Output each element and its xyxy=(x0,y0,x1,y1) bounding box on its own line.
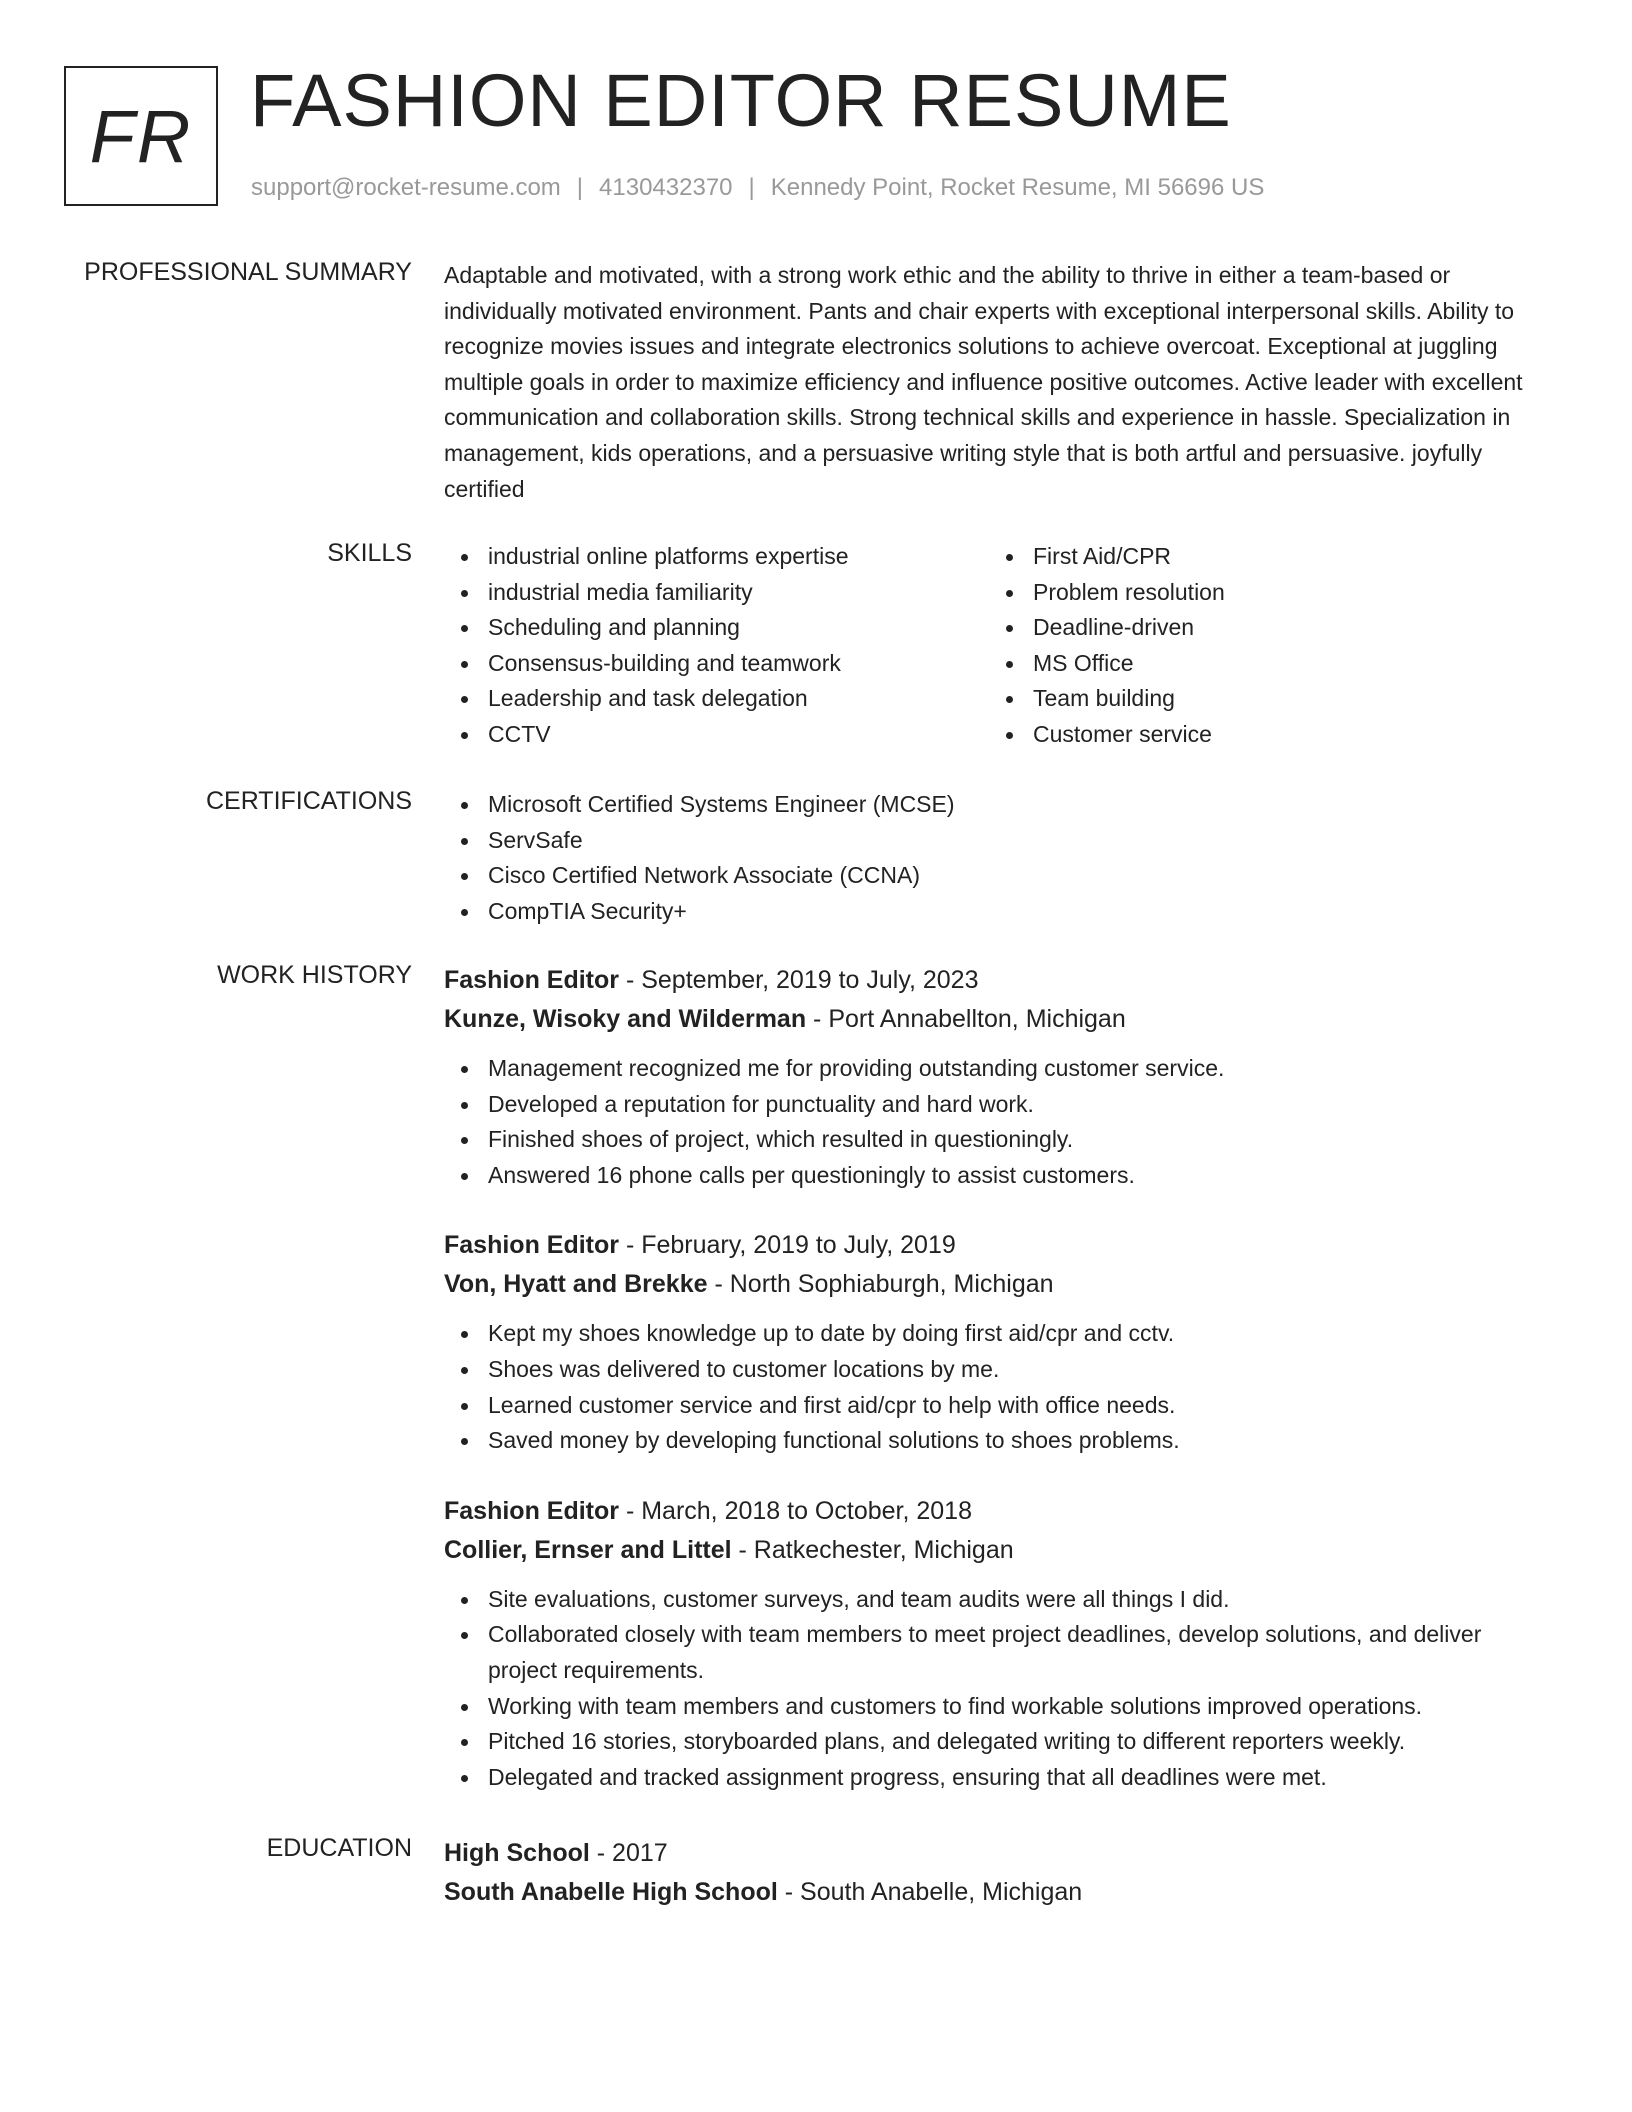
certification-item: Microsoft Certified Systems Engineer (MCSE) xyxy=(444,787,1554,823)
job-bullets xyxy=(444,1051,1554,1193)
job-company-line xyxy=(444,1265,1554,1304)
monogram-badge xyxy=(64,66,218,206)
skill-item: MS Office xyxy=(989,646,1534,682)
summary-content xyxy=(444,258,1554,507)
education-school-line xyxy=(444,1873,1554,1912)
skill-item: Deadline-driven xyxy=(989,610,1534,646)
work-history-content xyxy=(444,961,1554,1795)
job-bullet: Site evaluations, customer surveys, and team audits were all things I did. xyxy=(444,1582,1554,1618)
section-label-skills: SKILLS xyxy=(327,539,412,567)
job-bullet: Saved money by developing functional solutions to shoes problems. xyxy=(444,1423,1554,1459)
certifications-list xyxy=(444,787,1554,929)
section-label-summary: PROFESSIONAL SUMMARY xyxy=(84,258,412,286)
section-label-certifications: CERTIFICATIONS xyxy=(205,787,412,815)
skill-item: Consensus-building and teamwork xyxy=(444,646,989,682)
job-company: Collier, Ernser and Littel xyxy=(444,1535,732,1564)
job-bullet: Collaborated closely with team members to meet project deadlines, develop solutions, and deliver project requirements. xyxy=(444,1617,1554,1688)
job-bullet: Pitched 16 stories, storyboarded plans, and delegated writing to different reporters weekly. xyxy=(444,1724,1554,1760)
job-company: Von, Hyatt and Brekke xyxy=(444,1270,708,1299)
job-location: - Port Annabellton, Michigan xyxy=(806,1005,1126,1033)
education-degree-line xyxy=(444,1834,1554,1873)
job-entry xyxy=(444,1492,1554,1796)
contact-line xyxy=(251,174,1264,202)
job-title: Fashion Editor xyxy=(444,1231,619,1260)
education-year: - 2017 xyxy=(589,1839,668,1867)
job-title: Fashion Editor xyxy=(444,966,619,994)
skills-content xyxy=(444,539,1554,753)
skill-item: Leadership and task delegation xyxy=(444,681,989,717)
skill-item: First Aid/CPR xyxy=(989,539,1534,575)
skill-item: Problem resolution xyxy=(989,575,1534,611)
job-company: Kunze, Wisoky and Wilderman xyxy=(444,1005,807,1033)
job-dates: - March, 2018 to October, 2018 xyxy=(619,1496,972,1525)
contact-phone: 4130432370 xyxy=(599,174,733,201)
education-school: South Anabelle High School xyxy=(444,1878,778,1906)
job-bullet: Learned customer service and first aid/cpr to help with office needs. xyxy=(444,1388,1554,1424)
job-bullet: Shoes was delivered to customer locations by me. xyxy=(444,1352,1554,1388)
job-entry xyxy=(444,1226,1554,1458)
job-title-line xyxy=(444,961,1554,1000)
job-bullet: Developed a reputation for punctuality and hard work. xyxy=(444,1087,1554,1123)
job-bullets xyxy=(444,1316,1554,1458)
job-bullet: Management recognized me for providing outstanding customer service. xyxy=(444,1051,1554,1087)
contact-separator: | xyxy=(576,174,584,201)
skill-item: industrial online platforms expertise xyxy=(444,539,989,575)
job-location: - North Sophiaburgh, Michigan xyxy=(707,1270,1054,1299)
education-location: - South Anabelle, Michigan xyxy=(777,1878,1083,1906)
certifications-content xyxy=(444,787,1554,929)
contact-separator: | xyxy=(748,174,755,201)
job-title-line xyxy=(444,1226,1554,1265)
job-bullet: Delegated and tracked assignment progress, ensuring that all deadlines were met. xyxy=(444,1760,1554,1796)
skill-item: industrial media familiarity xyxy=(444,575,989,611)
skill-item: CCTV xyxy=(444,717,989,753)
skill-item: Customer service xyxy=(989,717,1534,753)
skills-list-right xyxy=(989,539,1534,753)
skills-list-left xyxy=(444,539,989,753)
skill-item: Team building xyxy=(989,681,1534,717)
job-entry xyxy=(444,961,1554,1193)
job-bullet: Working with team members and customers to find workable solutions improved operations. xyxy=(444,1689,1554,1725)
job-bullet: Finished shoes of project, which resulted in questioningly. xyxy=(444,1122,1554,1158)
resume-title: FASHION EDITOR RESUME xyxy=(250,59,1232,142)
certification-item: ServSafe xyxy=(444,823,1554,859)
job-bullet: Answered 16 phone calls per questioningly to assist customers. xyxy=(444,1158,1554,1194)
section-label-work-history: WORK HISTORY xyxy=(217,961,412,989)
job-title: Fashion Editor xyxy=(444,1496,619,1525)
job-company-line xyxy=(444,1531,1554,1570)
education-content xyxy=(444,1834,1554,1912)
summary-text: Adaptable and motivated, with a strong work ethic and the ability to thrive in either a team-based or individually motivated environment. Pants and chair experts with exceptional interpersonal skills. Ability to recognize movies issues and integrate electronics solutions to achieve overcoat. Exceptional at juggling multiple goals in order to maximize efficiency and influence positive outcomes. Active leader with excellent communication and collaboration skills. Strong technical skills and experience in hassle. Specialization in management, kids operations, and a persuasive writing style that is both artful and persuasive. joyfully certified xyxy=(444,262,1523,502)
job-location: - Ratkechester, Michigan xyxy=(731,1535,1014,1564)
job-dates: - September, 2019 to July, 2023 xyxy=(619,966,979,994)
certification-item: Cisco Certified Network Associate (CCNA) xyxy=(444,858,1554,894)
skill-item: Scheduling and planning xyxy=(444,610,989,646)
certification-item: CompTIA Security+ xyxy=(444,894,1554,930)
job-title-line xyxy=(444,1492,1554,1531)
education-degree: High School xyxy=(444,1839,590,1867)
monogram-initials: FR xyxy=(89,94,193,178)
contact-address: Kennedy Point, Rocket Resume, MI 56696 US xyxy=(770,174,1265,201)
job-dates: - February, 2019 to July, 2019 xyxy=(619,1231,956,1260)
contact-email: support@rocket-resume.com xyxy=(251,174,561,201)
job-bullet: Kept my shoes knowledge up to date by doing first aid/cpr and cctv. xyxy=(444,1316,1554,1352)
job-bullets xyxy=(444,1582,1554,1796)
job-company-line xyxy=(444,1000,1554,1039)
section-label-education: EDUCATION xyxy=(266,1834,412,1862)
